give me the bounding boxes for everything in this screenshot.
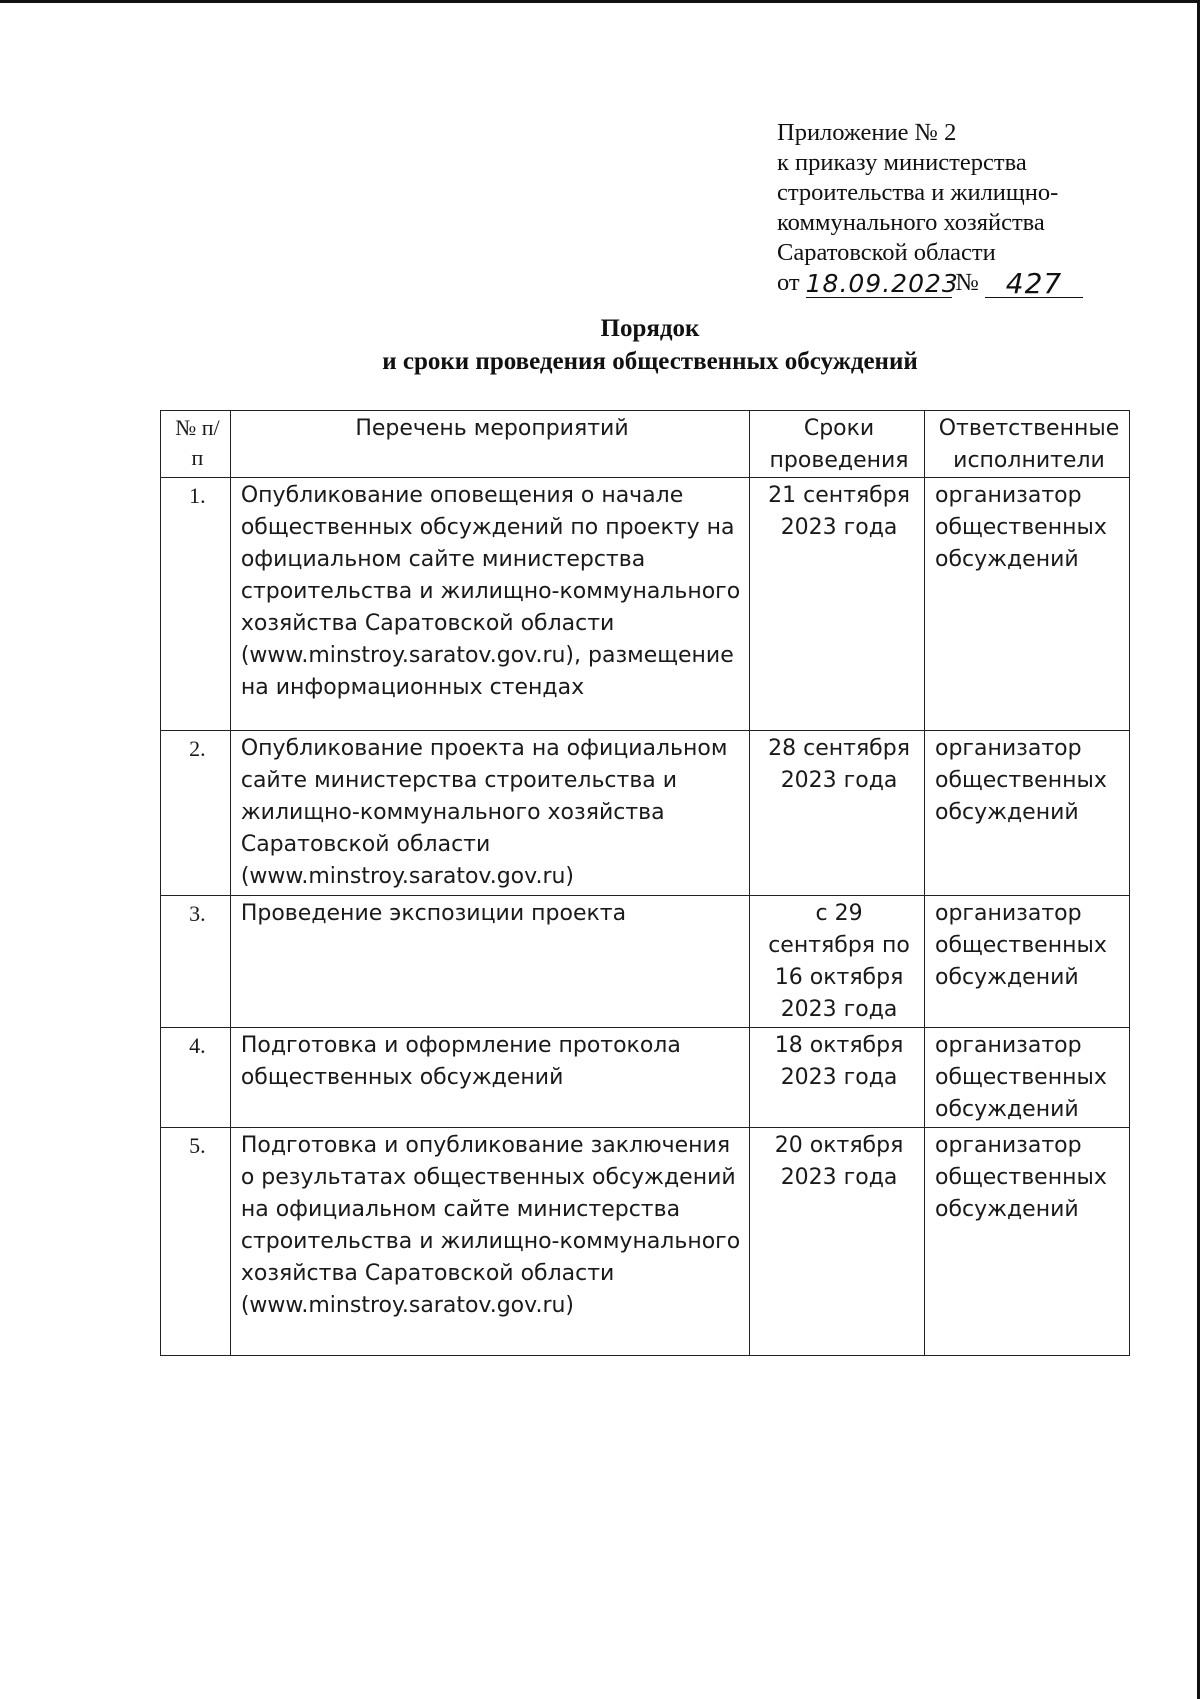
row-responsible: организатор общественных обсуждений	[925, 478, 1130, 731]
row-dates: 18 октября 2023 года	[750, 1028, 925, 1128]
annex-line: Саратовской области	[777, 239, 996, 266]
header-dates: Сроки проведения	[750, 411, 925, 478]
row-responsible: организатор общественных обсуждений	[925, 896, 1130, 1028]
table-row	[161, 731, 1130, 896]
document-title: Порядок	[600, 315, 700, 342]
row-dates: 21 сентября 2023 года	[750, 478, 925, 731]
table-row	[161, 478, 1130, 731]
row-activity: Подготовка и опубликование заключения о результатах общественных обсуждений на официальном сайте министерства строительства и жилищно-коммунального хозяйства Саратовской области (www.minstroy.saratov.gov.ru)	[230, 1128, 749, 1356]
row-activity: Подготовка и оформление протокола общественных обсуждений	[230, 1028, 749, 1128]
row-dates: 28 сентября 2023 года	[750, 731, 925, 896]
annex-line: строительства и жилищно-	[777, 179, 1059, 206]
date-prefix: от	[777, 269, 800, 296]
table-row	[161, 1028, 1130, 1128]
annex-line: к приказу министерства	[777, 149, 1027, 176]
document-subtitle: и сроки проведения общественных обсуждений	[382, 348, 918, 375]
row-responsible: организатор общественных обсуждений	[925, 731, 1130, 896]
row-num: 1.	[161, 478, 231, 731]
schedule-table	[160, 410, 1130, 1356]
table-header-row	[161, 411, 1130, 478]
row-activity: Опубликование проекта на официальном сайте министерства строительства и жилищно-коммунального хозяйства Саратовской области (www.minstroy.saratov.gov.ru)	[230, 731, 749, 896]
table-row	[161, 1128, 1130, 1356]
handwritten-date: 18.09.2023	[805, 269, 959, 298]
order-date-number-line	[777, 268, 1107, 298]
row-responsible: организатор общественных обсуждений	[925, 1128, 1130, 1356]
row-num: 5.	[161, 1128, 231, 1356]
annex-block	[777, 118, 1107, 298]
row-dates: 20 октября 2023 года	[750, 1128, 925, 1356]
row-activity: Опубликование оповещения о начале общественных обсуждений по проекту на официальном сайте министерства строительства и жилищно-коммунального хозяйства Саратовской области (www.minstroy.saratov.gov.ru), размещение на информационных стендах	[230, 478, 749, 731]
table-row	[161, 896, 1130, 1028]
row-dates: с 29 сентября по 16 октября 2023 года	[750, 896, 925, 1028]
row-num: 2.	[161, 731, 231, 896]
row-num: 3.	[161, 896, 231, 1028]
row-activity: Проведение экспозиции проекта	[230, 896, 749, 1028]
annex-line: коммунального хозяйства	[777, 209, 1045, 236]
handwritten-number: 427	[985, 271, 1083, 298]
header-responsible: Ответственные исполнители	[925, 411, 1130, 478]
row-num: 4.	[161, 1028, 231, 1128]
scan-edge-top	[0, 0, 1200, 3]
header-num: № п/п	[161, 411, 231, 478]
number-prefix: №	[955, 269, 980, 296]
annex-line: Приложение № 2	[777, 119, 957, 146]
row-responsible: организатор общественных обсуждений	[925, 1028, 1130, 1128]
header-activity: Перечень мероприятий	[230, 411, 749, 478]
